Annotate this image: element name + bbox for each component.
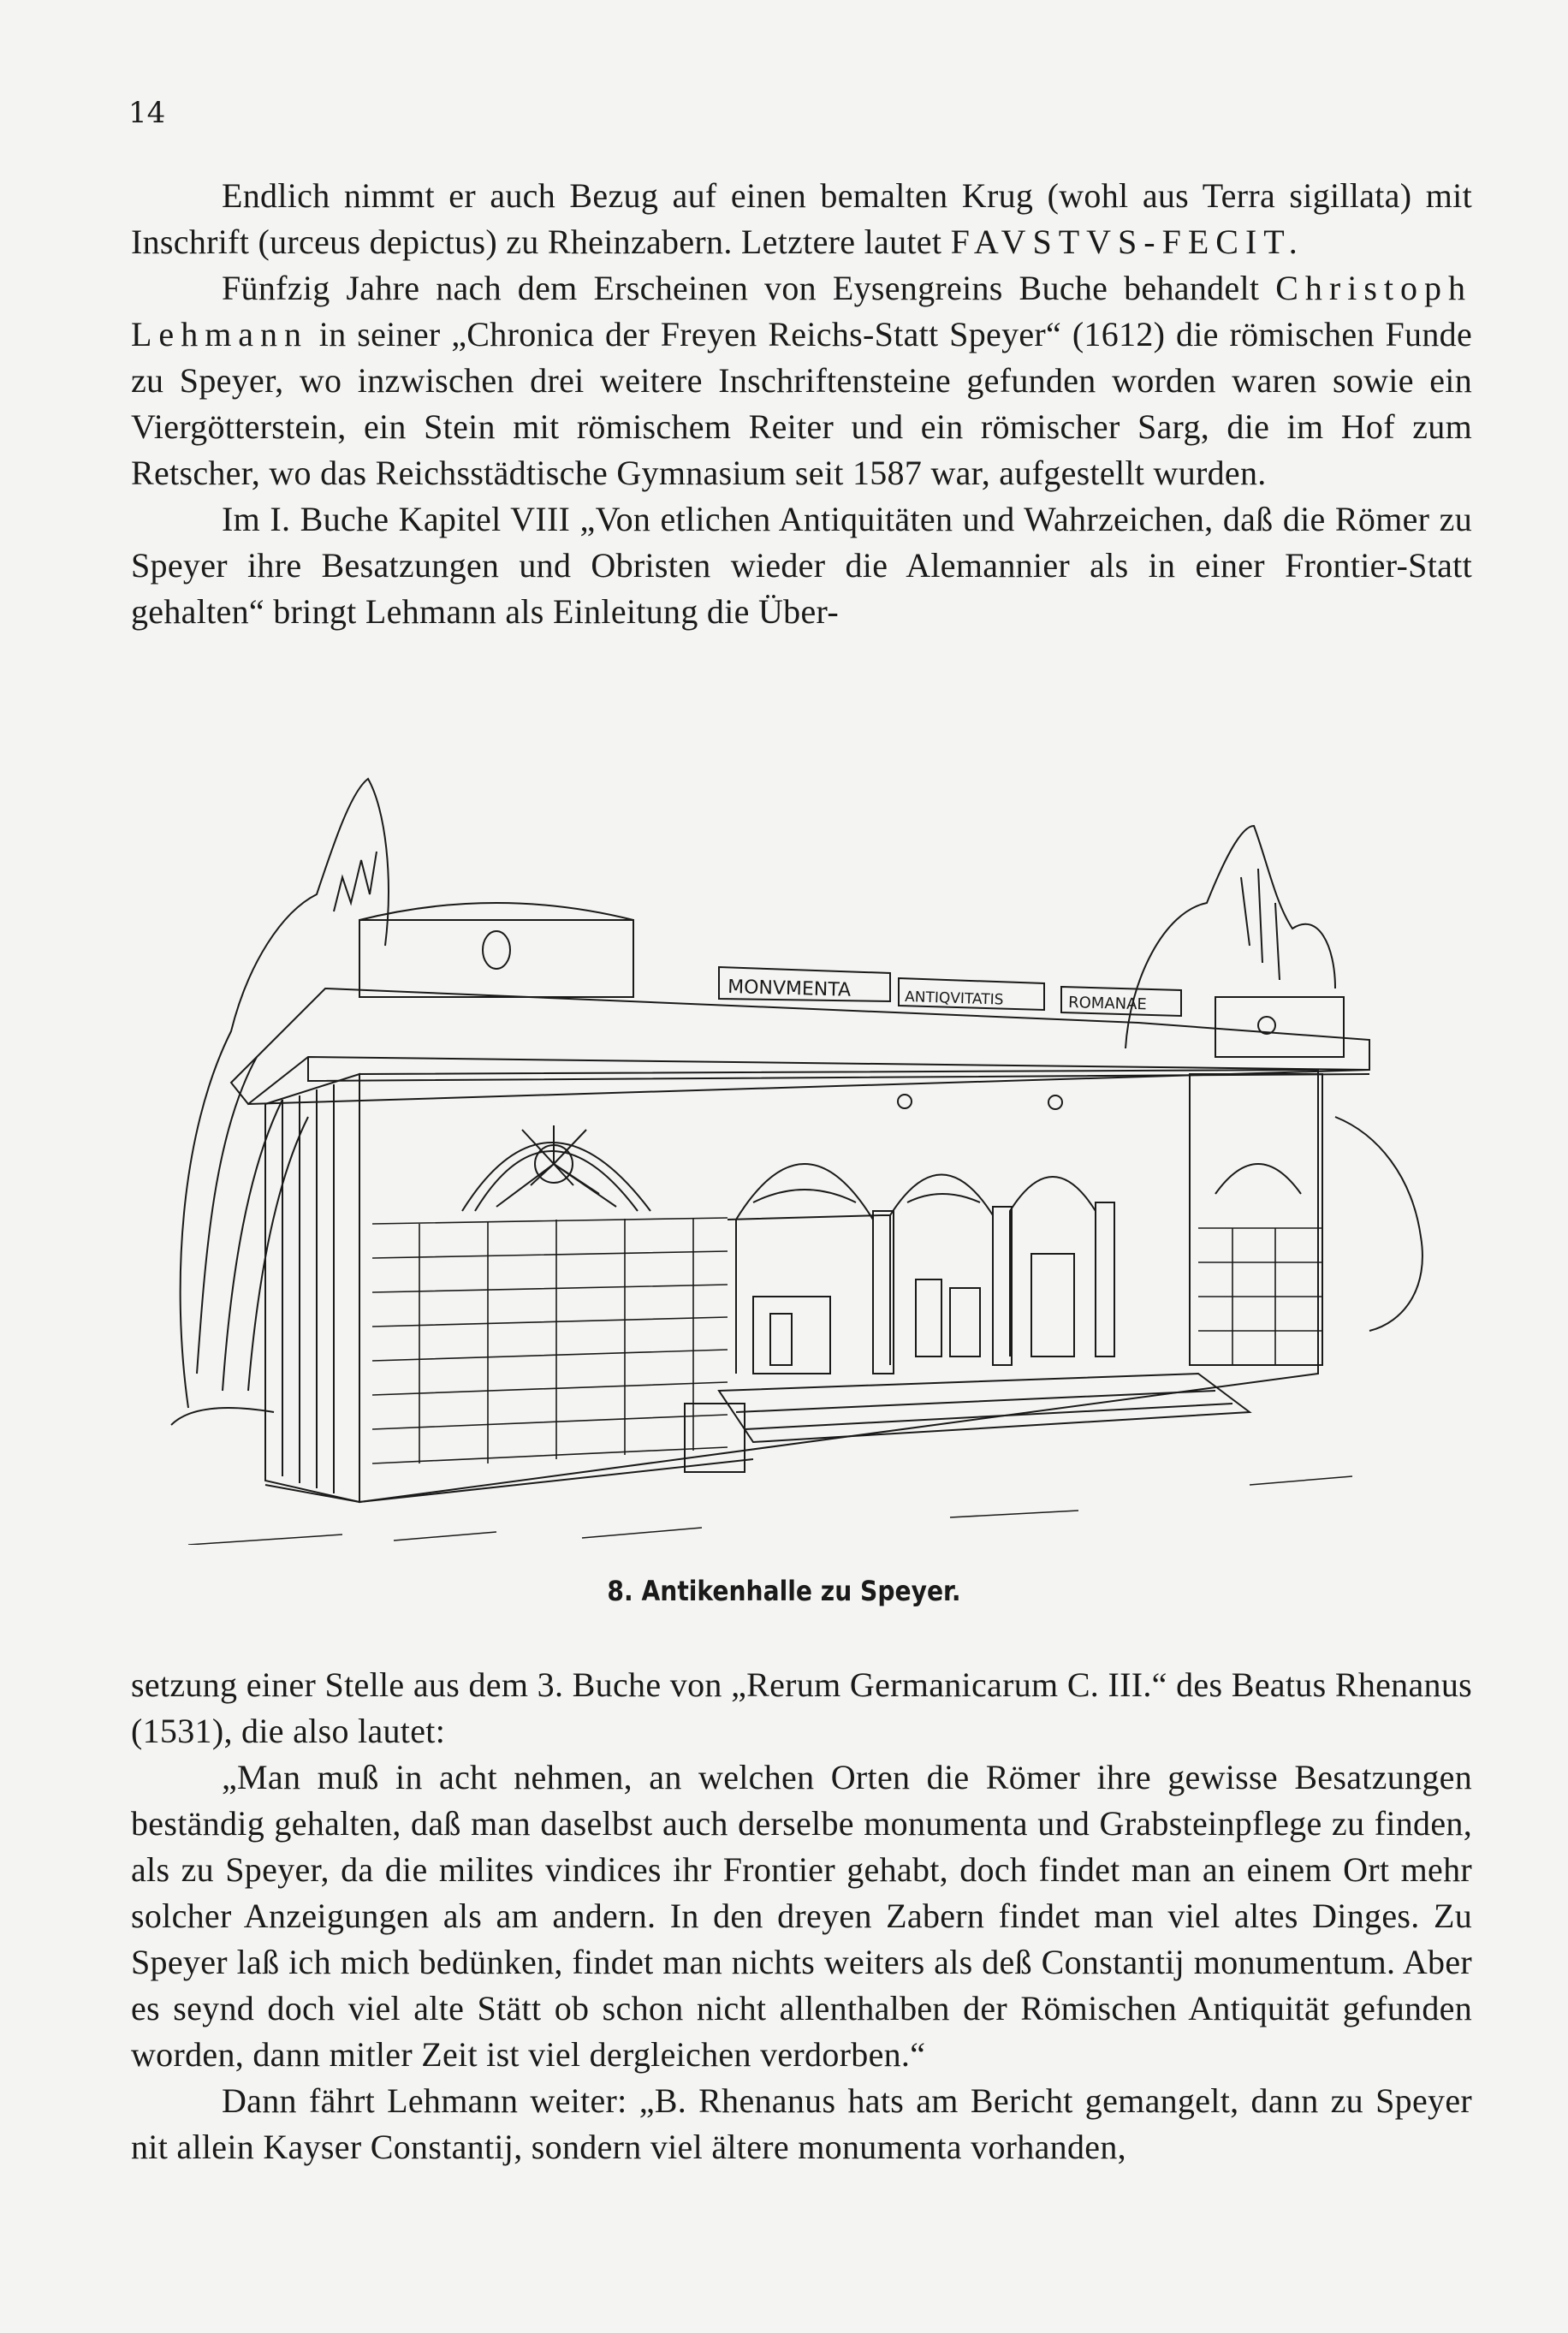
text-span: in seiner „Chronica der Freyen Reichs-Statt Speyer“ (1612) die römischen Funde zu Speyer, wo inzwischen drei weitere Inschriftensteine gefunden worden waren sowie ein Viergötterstein, ein Stein mit römischem Reiter und ein römischer Sarg, die im Hof zum Retscher, wo das Reichsstädtische Gymnasium seit 1587 war, aufgestellt wurden.	[131, 315, 1472, 492]
paragraph-quote: „Man muß in acht nehmen, an welchen Orten die Römer ihre gewisse Besatzungen beständig gehalten, daß man daselbst auch derselbe monumenta und Grabsteinpflege zu finden, als zu Speyer, da die milites vindices ihr Frontier gehabt, doch findet man an einem Ort mehr solcher Anzeigungen als am andern. In den dreyen Zabern findet man viel altes Dinges. Zu Speyer laß ich mich bedünken, findet man nichts weiters als deß Constantij monumentum. Aber es seynd doch viel alte Stätt ob schon nicht allenthalben der Römischen Antiquität gefunden worden, dann mitler Zeit ist viel dergleichen verdorben.“	[131, 1758, 1472, 2074]
inscription-antiquitatis: ANTIQVITATIS	[904, 988, 1004, 1009]
figure-caption: 8. Antikenhalle zu Speyer.	[607, 1575, 961, 1607]
paragraph-lehmann-continues: Dann fährt Lehmann weiter: „B. Rhenanus hats am Bericht gemangelt, dann zu Speyer nit allein Kayser Constantij, sondern viel ältere monumenta vorhanden,	[131, 2081, 1472, 2166]
inscription-romanae: ROMANAE	[1067, 994, 1148, 1014]
steps	[685, 1374, 1250, 1472]
masonry-left	[372, 1218, 728, 1463]
trees-left	[171, 779, 389, 1425]
inscription-monumenta: MONVMENTA	[727, 977, 852, 1001]
author-name: Christoph Lehmann	[131, 269, 1472, 353]
masonry-right	[1198, 1228, 1322, 1365]
inscription-text: FAVSTVS-FECIT.	[950, 223, 1304, 261]
text-span: Fünfzig Jahre nach dem Erscheinen von Eysengreins Buche behandelt	[222, 269, 1276, 307]
antikenhalle-illustration	[137, 775, 1455, 1545]
text-span: Endlich nimmt er auch Bezug auf einen bemalten Krug (wohl aus Terra sigillata) mit Inschrift (urceus depictus) zu Rheinzabern. Letztere lautet	[131, 176, 1472, 261]
trees-right	[1126, 826, 1422, 1331]
paragraph-lehmann	[131, 265, 1472, 496]
bottom-text-block	[131, 1662, 1472, 2170]
top-text-block	[131, 173, 1472, 635]
page-number: 14	[128, 96, 166, 130]
paragraph-rhenanus: setzung einer Stelle aus dem 3. Buche von „Rerum Germanicarum C. III.“ des Beatus Rhenanus (1531), die also lautet:	[131, 1665, 1472, 1750]
text-span: Im I. Buche Kapitel VIII „Von etlichen Antiquitäten und Wahrzeichen, daß die Römer zu Speyer ihre Besatzungen und Obristen wieder die Alemannier als in einer Frontier-Statt gehalten“ bringt Lehmann als Einleitung die Über-	[131, 500, 1472, 631]
arcade	[728, 1095, 1114, 1374]
paragraph-buch	[131, 496, 1472, 635]
paragraph-krug	[131, 173, 1472, 265]
